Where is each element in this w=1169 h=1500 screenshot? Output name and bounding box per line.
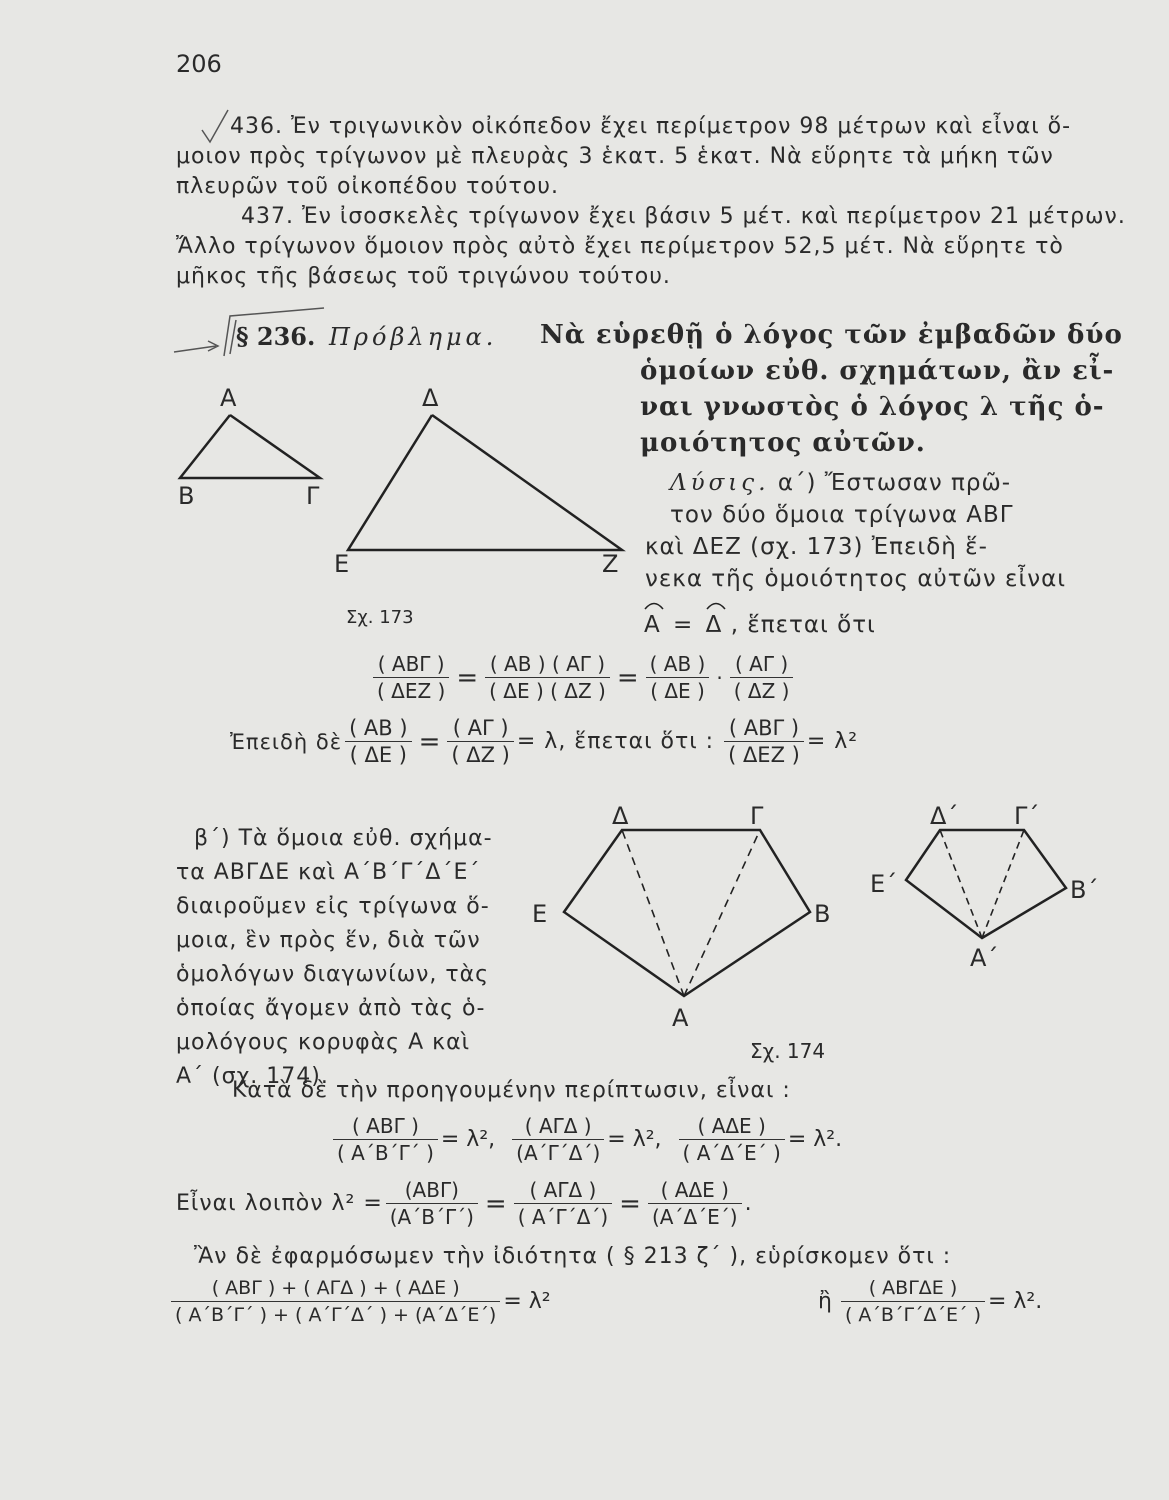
triangle-dez [348,415,622,550]
section-title-line2: ὁμοίων εὐθ. σχημάτων, ἂν εἶ- [640,356,1115,386]
equation-2: Ἐπειδὴ δὲ $\frac{( AB )}{( \Delta E )}$ = $\frac{( A\Gamma )}{( \Delta Z )}$ = λ, ἕπεται ὅτι : $\frac{\text{( ΑΒΓ )}}{\text{( ΔΕΖ )}}$ = λ² [230,716,859,767]
angle-d: Δ [705,612,723,638]
page-number: 206 [176,50,222,78]
label-e-prime: Ε΄ [870,870,898,898]
label-e: Ε [334,550,350,578]
angle-equality: Α = Δ , ἕπεται ὅτι [644,612,876,638]
pentagon-a2b2g2d2e2 [906,830,1066,938]
diagonal-a2g2 [982,830,1024,938]
label-b: Β [178,482,195,510]
diagonal-ad [622,830,684,996]
exercise-437-line3: μῆκος τῆς βάσεως τοῦ τριγώνου τούτου. [176,264,671,289]
exercise-436-line2: μοιον πρὸς τρίγωνον μὲ πλευρὰς 3 ἑκατ. 5 ἑκατ. Νὰ εὕρητε τὰ μήκη τῶν [176,144,1054,169]
label-b-prime: Β΄ [1070,876,1099,904]
figure-174-caption: Σχ. 174 [750,1039,826,1063]
section-title-line1: Νὰ εὑρεθῇ ὁ λόγος τῶν ἐμβαδῶν δύο [540,320,1123,350]
equation-5-alt: ἢ $\frac{\text{( ΑΒΓΔΕ )}}{( A΄B΄\Gamma΄\Delta΄E΄ )}$ = λ². [818,1277,1043,1326]
equation-3: $\frac{\text{( ΑΒΓ )}}{( A΄B΄\Gamma΄ )}$ = λ², $\frac{\text{( ΑΓΔ )}}{(A΄\Gamma΄\Delta΄)}$ = λ², $\frac{\text{( ΑΔΕ )}}{( A΄\Delta΄E΄ )}$ = λ². [330,1114,842,1165]
figure-174 [520,800,1110,1070]
label-g: Γ [306,482,320,510]
pentagon-abgde [564,830,810,996]
label-g: Γ [750,802,764,830]
solution-line3: καὶ ΔΕΖ (σχ. 173) Ἐπειδὴ ἕ- [645,534,988,560]
label-e: Ε [532,900,548,928]
label-a: Α [672,1004,689,1032]
section-title-line3: ναι γνωστὸς ὁ λόγος λ τῆς ὁ- [640,392,1105,422]
solution-line1: α΄) Ἔστωσαν πρῶ- [777,470,1012,496]
solution-label: Λύσις. [670,470,770,496]
part-b-line6: ὁποίας ἄγομεν ἀπὸ τὰς ὁ- [176,996,486,1021]
label-z: Ζ [602,550,619,578]
equation-1: $\frac{\text{( ΑΒΓ )}}{\text{( ΔΕΖ )}}$ = $\frac{( AB ) ( A\Gamma )}{( \Delta E ) ( \Delta Z )}$ = $\frac{( AB )}{( \Delta E )}$ · $\frac{( A\Gamma )}{( \Delta Z )}$ [370,652,796,703]
part-b-line2: τα ΑΒΓΔΕ καὶ Α΄Β΄Γ΄Δ΄Ε΄ [176,860,481,885]
section-number: § 236. [236,322,316,351]
label-a: Α [220,384,237,412]
part-b-line5: ὁμολόγων διαγωνίων, τὰς [176,962,490,987]
label-a-prime: Α΄ [970,944,999,972]
exercise-436-line3: πλευρῶν τοῦ οἰκοπέδου τούτου. [176,174,559,199]
apply-property-line: Ἂν δὲ ἐφαρμόσωμεν τὴν ἰδιότητα ( § 213 ζ΄ ), εὑρίσκομεν ὅτι : [194,1244,952,1269]
part-b-line4: μοια, ἓν πρὸς ἕν, διὰ τῶν [176,928,481,953]
angle-a: Α [644,612,661,638]
label-b: Β [814,900,831,928]
part-b-line7: μολόγους κορυφὰς Α καὶ [176,1030,471,1055]
solution-line2: τον δύο ὅμοια τρίγωνα ΑΒΓ [670,502,1014,528]
exercise-437-line1: 437. Ἐν ἰσοσκελὲς τρίγωνον ἔχει βάσιν 5 μέτ. καὶ περίμετρον 21 μέτρων. [241,204,1126,229]
triangle-abg [180,415,320,478]
equation-4: Εἶναι λοιπὸν λ² = $\frac{\text{(ΑΒΓ)}}{(A΄B΄\Gamma΄)}$ = $\frac{\text{( ΑΓΔ )}}{( A΄\Gamma΄\Delta΄)}$ = $\frac{\text{( ΑΔΕ )}}{(A΄\Delta΄E΄)}$ . [176,1178,752,1229]
equation-5: $\frac{\text{( ΑΒΓ ) + ( ΑΓΔ ) + ( ΑΔΕ )}}{( A΄B΄\Gamma΄ ) + ( A΄\Gamma΄\Delta΄ ) + (A΄\Delta΄E΄)}$ = λ² [168,1276,551,1327]
part-b-line8: Α΄ (σχ. 174). [176,1064,329,1089]
part-b-line3: διαιροῦμεν εἰς τρίγωνα ὅ- [176,894,490,919]
label-d-prime: Δ΄ [930,802,959,830]
section-title-line4: μοιότητος αὐτῶν. [640,428,926,458]
check-mark-icon [200,108,230,144]
section-label: Πρόβλημα. [329,323,498,351]
label-d: Δ [612,802,629,830]
label-g-prime: Γ΄ [1014,802,1040,830]
previous-case-line: Κατὰ δὲ τὴν προηγουμένην περίπτωσιν, εἶναι : [232,1078,791,1103]
figure-173-caption: Σχ. 173 [346,607,414,628]
label-d: Δ [422,384,439,412]
part-b-line1: β΄) Τὰ ὅμοια εὐθ. σχήμα- [194,826,493,851]
exercise-436-line1: 436. Ἐν τριγωνικὸν οἰκόπεδον ἔχει περίμετρον 98 μέτρων καὶ εἶναι ὅ- [230,114,1072,139]
solution-line4: νεκα τῆς ὁμοιότητος αὐτῶν εἶναι [645,566,1067,592]
exercise-437-line2: Ἄλλο τρίγωνον ὅμοιον πρὸς αὐτὸ ἔχει περίμετρον 52,5 μέτ. Νὰ εὕρητε τὸ [176,234,1064,259]
figure-173 [170,380,640,640]
